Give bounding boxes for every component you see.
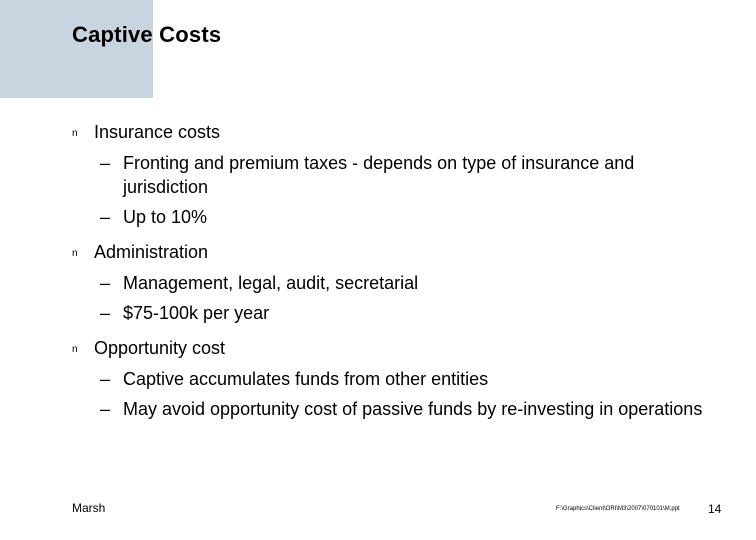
bullet-text: Administration xyxy=(94,242,209,262)
dash-icon: – xyxy=(100,153,111,173)
page-number: 14 xyxy=(708,502,722,516)
sub-bullet-text: Up to 10% xyxy=(123,207,208,227)
dash-icon: – xyxy=(100,399,111,419)
square-bullet-icon: n xyxy=(72,248,78,259)
sub-bullet-text: May avoid opportunity cost of passive funds by re-investing in operations xyxy=(123,399,703,419)
bullet-text: Opportunity cost xyxy=(94,338,226,358)
bullet-text: Insurance costs xyxy=(94,122,221,142)
sub-bullet-text: $75-100k per year xyxy=(123,303,270,323)
dash-icon: – xyxy=(100,207,111,227)
square-bullet-icon: n xyxy=(72,128,78,139)
dash-icon: – xyxy=(100,369,111,389)
footer-file-path: F:\Graphics\Client\ORI\M3\2007\070101\M.ppt xyxy=(556,506,680,512)
dash-icon: – xyxy=(100,273,111,293)
dash-icon: – xyxy=(100,303,111,323)
slide-title: Captive Costs xyxy=(72,22,222,47)
sub-bullet-text: Fronting and premium taxes - depends on type of insurance and jurisdiction xyxy=(123,153,635,197)
title-accent-block xyxy=(0,0,153,98)
square-bullet-icon: n xyxy=(72,344,78,355)
sub-bullet-text: Management, legal, audit, secretarial xyxy=(123,273,419,293)
footer-brand: Marsh xyxy=(72,501,106,515)
sub-bullet-text: Captive accumulates funds from other entities xyxy=(123,369,489,389)
